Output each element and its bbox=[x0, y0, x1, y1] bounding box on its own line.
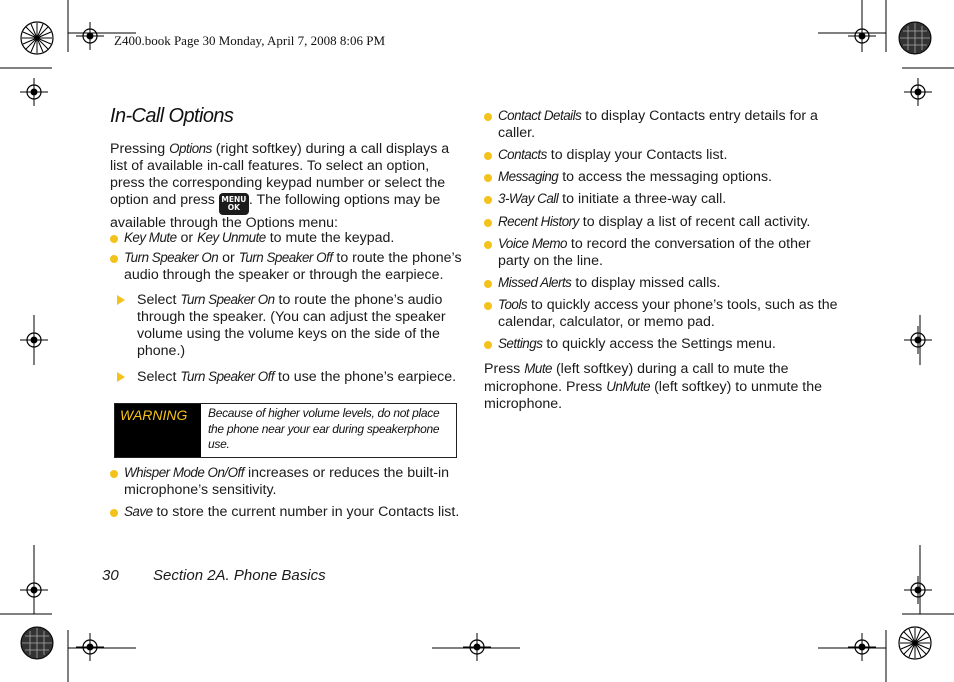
closing-text-3: (left softkey) to unmute the microphone. bbox=[484, 379, 823, 412]
term: Voice Memo bbox=[498, 236, 567, 251]
bullet-icon bbox=[484, 241, 492, 249]
list-item-contacts bbox=[484, 146, 838, 164]
list-item-key-mute bbox=[110, 229, 476, 247]
conjunction: or bbox=[218, 250, 239, 266]
menu-ok-key-icon bbox=[219, 193, 249, 215]
triangle-bullet-icon bbox=[117, 295, 125, 305]
description: to display your Contacts list. bbox=[546, 147, 728, 163]
term: Contact Details bbox=[498, 108, 582, 123]
term: Whisper Mode On/Off bbox=[124, 465, 244, 480]
term: Turn Speaker Off bbox=[238, 250, 333, 265]
term: Messaging bbox=[498, 169, 559, 184]
list-item-3-way-call bbox=[484, 190, 838, 208]
bullet-icon bbox=[110, 235, 118, 243]
bullet-icon bbox=[484, 196, 492, 204]
description: to record the conversation of the other party on the line. bbox=[498, 236, 811, 269]
options-term: Options bbox=[169, 141, 212, 156]
list-item-contact-details bbox=[484, 107, 838, 142]
description: to route the phone’s audio through the speaker or through the earpiece. bbox=[124, 250, 462, 283]
bullet-icon bbox=[484, 152, 492, 160]
triangle-bullet-icon bbox=[117, 372, 125, 382]
term: Turn Speaker On bbox=[180, 292, 275, 307]
term: Contacts bbox=[498, 147, 547, 162]
description: to display a list of recent call activity. bbox=[578, 214, 811, 230]
description: to use the phone’s earpiece. bbox=[274, 369, 457, 385]
bullet-icon bbox=[110, 470, 118, 478]
term: Key Unmute bbox=[197, 230, 266, 245]
prefix: Select bbox=[137, 369, 181, 385]
bullet-icon bbox=[484, 174, 492, 182]
closing-paragraph bbox=[484, 360, 829, 413]
closing-text-1: Press bbox=[484, 361, 525, 377]
section-title: In-Call Options bbox=[110, 105, 234, 127]
term: Settings bbox=[498, 336, 543, 351]
bullet-icon bbox=[484, 219, 492, 227]
list-item-settings bbox=[484, 335, 838, 353]
term: Key Mute bbox=[124, 230, 177, 245]
term: Tools bbox=[498, 297, 528, 312]
description: to initiate a three-way call. bbox=[558, 191, 727, 207]
footer-section-title: Section 2A. Phone Basics bbox=[153, 567, 326, 584]
list-item-recent-history bbox=[484, 213, 843, 231]
list-item-whisper-mode bbox=[110, 464, 469, 499]
description: to store the current number in your Contacts list. bbox=[152, 504, 460, 520]
sub-item-speaker-on bbox=[110, 291, 463, 360]
intro-paragraph bbox=[110, 140, 462, 232]
sub-item-speaker-off bbox=[110, 368, 489, 386]
unmute-term: UnMute bbox=[606, 379, 651, 394]
list-item-messaging bbox=[484, 168, 838, 186]
print-header: Z400.book Page 30 Monday, April 7, 2008 8:06 PM bbox=[114, 33, 386, 48]
bullet-icon bbox=[110, 255, 118, 263]
list-item-save bbox=[110, 503, 480, 521]
bullet-icon bbox=[484, 341, 492, 349]
menu-key-line1: MENU bbox=[221, 195, 247, 204]
warning-label: WARNING bbox=[115, 404, 201, 457]
term: Missed Alerts bbox=[498, 275, 572, 290]
intro-text-3: . The following options may be available through the Options menu: bbox=[110, 192, 441, 231]
bullet-icon bbox=[484, 113, 492, 121]
warning-text: Because of higher volume levels, do not place the phone near your ear during speakerphone use. bbox=[208, 406, 440, 451]
description: to mute the keypad. bbox=[265, 230, 395, 246]
term: Turn Speaker On bbox=[124, 250, 219, 265]
left-column bbox=[110, 140, 462, 232]
closing-text-2: (left softkey) during a call to mute the microphone. Press bbox=[484, 361, 789, 395]
term: 3-Way Call bbox=[498, 191, 559, 206]
bullet-icon bbox=[484, 280, 492, 288]
term: Recent History bbox=[498, 214, 579, 229]
bullet-icon bbox=[110, 509, 118, 517]
intro-text-2: (right softkey) during a call displays a list of available in-call features. To select an option, press the corresponding keypad number or select the option and press bbox=[110, 141, 450, 208]
list-item-missed-alerts bbox=[484, 274, 838, 292]
warning-box bbox=[114, 403, 457, 458]
list-item-voice-memo bbox=[484, 235, 838, 270]
list-item-speaker bbox=[110, 249, 464, 284]
prefix: Select bbox=[137, 292, 181, 308]
term: Save bbox=[124, 504, 153, 519]
term: Turn Speaker Off bbox=[180, 369, 275, 384]
page-number: 30 bbox=[102, 567, 119, 584]
description: to display Contacts entry details for a caller. bbox=[498, 108, 818, 141]
description: to route the phone’s audio through the speaker. (You can adjust the speaker volume using the volume keys on the side of the phone.) bbox=[137, 292, 446, 359]
list-item-tools bbox=[484, 296, 838, 331]
description: to quickly access your phone’s tools, such as the calendar, calculator, or memo pad. bbox=[498, 297, 838, 330]
menu-key-line2: OK bbox=[227, 203, 240, 212]
description: to display missed calls. bbox=[571, 275, 721, 291]
description: to quickly access the Settings menu. bbox=[542, 336, 776, 352]
mute-term: Mute bbox=[524, 361, 552, 376]
bullet-icon bbox=[484, 302, 492, 310]
description: increases or reduces the built-in microphone’s sensitivity. bbox=[124, 465, 450, 498]
intro-text-1: Pressing bbox=[110, 141, 170, 157]
conjunction: or bbox=[176, 230, 198, 246]
description: to access the messaging options. bbox=[558, 169, 772, 185]
